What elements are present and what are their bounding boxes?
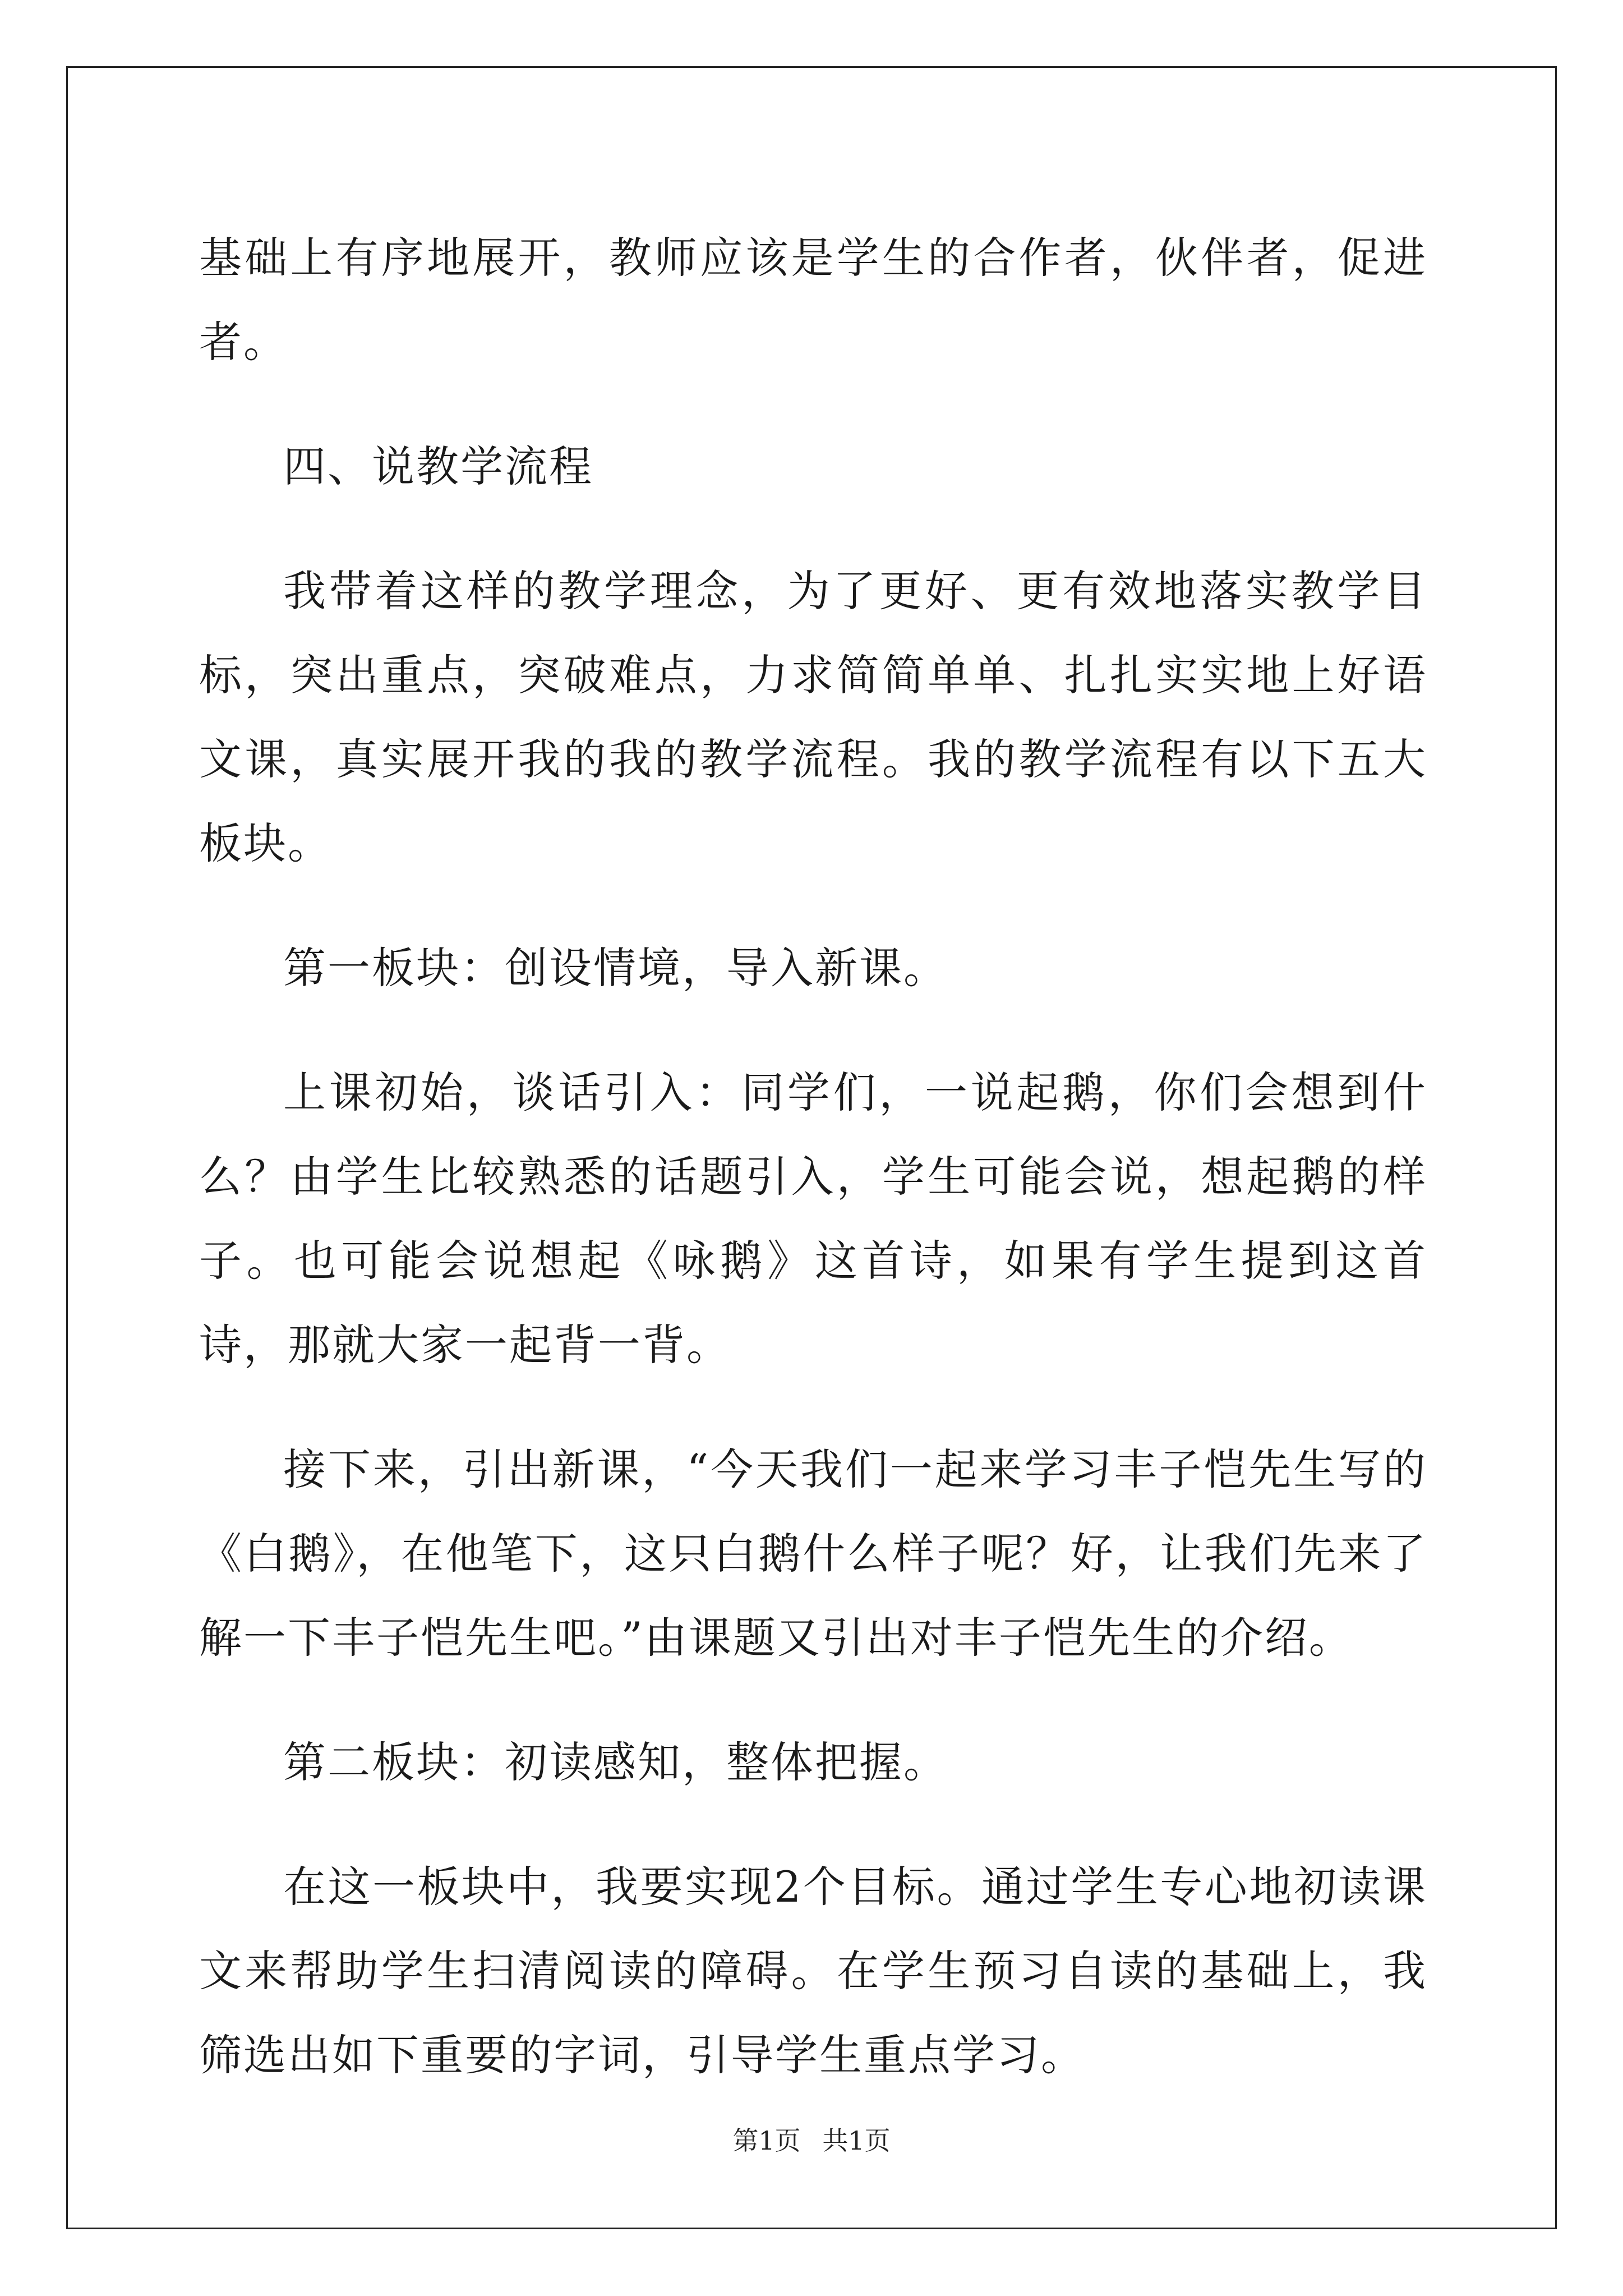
section-heading-teaching-process: 四、说教学流程 [283,441,593,491]
paragraph-6: 接下来，引出新课，“今天我们一起来学习丰子恺先生写的《白鹅》，在他笔下，这只白鹅什么样子呢？好，让我们先来了解一下丰子恺先生吧。”由课题又引出对丰子恺先生的介绍。 [199,1444,1427,1663]
paragraph-5: 上课初始，谈话引入：同学们，一说起鹅，你们会想到什么？由学生比较熟悉的话题引入，学生可能会说，想起鹅的样子。也可能会说想起《咏鹅》这首诗，如果有学生提到这首诗，那就大家一起背一背。 [199,1068,1427,1370]
block-two-heading: 第二板块：初读感知，整体把握。 [283,1737,948,1787]
paragraph-3: 我带着这样的教学理念，为了更好、更有效地落实教学目标，突出重点，突破难点，力求简简单单、扎扎实实地上好语文课，真实展开我的我的教学流程。我的教学流程有以下五大板块。 [199,566,1427,868]
page-footer [0,2120,1623,2157]
paragraph-1: 基础上有序地展开，教师应该是学生的合作者，伙伴者，促进者。 [199,233,1427,367]
paragraph-8: 在这一板块中，我要实现2个目标。通过学生专心地初读课文来帮助学生扫清阅读的障碍。在学生预习自读的基础上，我筛选出如下重要的字词，引导学生重点学习。 [199,1862,1427,2080]
page-total: 共1页 [822,2125,891,2156]
page-number: 第1页 [732,2125,801,2156]
block-one-heading: 第一板块：创设情境，导入新课。 [283,943,948,993]
document-body [199,216,1427,2097]
